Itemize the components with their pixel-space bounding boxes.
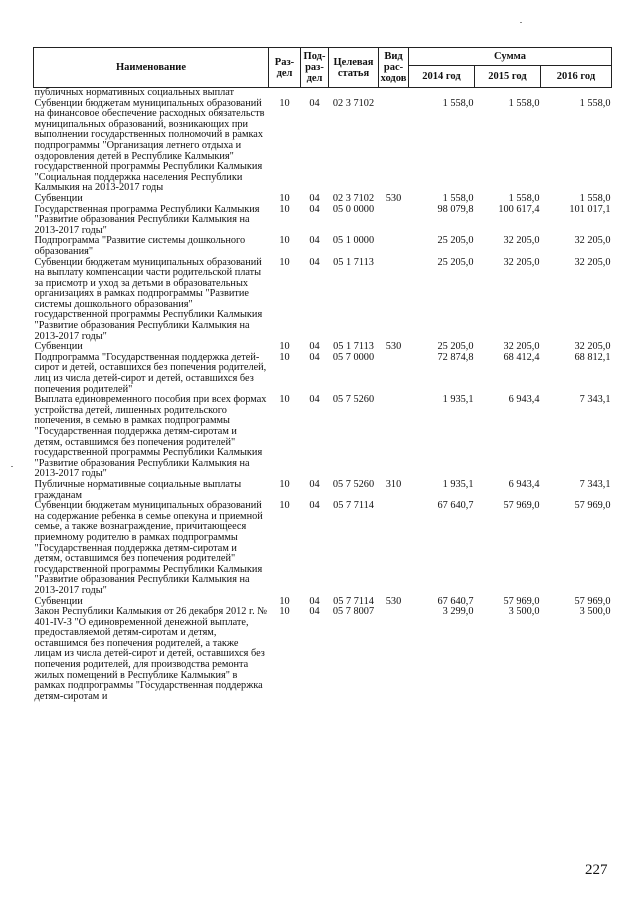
row-sum-2015: 100 617,4 [498, 203, 540, 215]
row-name: Подпрограмма "Государственная поддержка детей-сирот и детей, оставшихся без попечения родителей, лиц из числа детей-сирот и детей, оставшихся без попечения родителей" [34, 351, 267, 395]
row-section: 10 [279, 595, 290, 607]
header-expense-type: Вид рас- ходов [379, 48, 409, 88]
row-sum-2015 [475, 88, 541, 99]
row-subsection: 04 [309, 192, 320, 204]
row-expense-type [379, 353, 409, 395]
header-subsection: Под- раз- дел [301, 48, 329, 88]
table-row [34, 501, 612, 596]
row-sum-2016: 1 558,0 [579, 192, 611, 204]
row-target-article: 05 7 5260 [332, 394, 375, 406]
row-name: Подпрограмма "Развитие системы дошкольного образования" [34, 235, 246, 257]
table-row [34, 236, 612, 257]
row-section: 10 [279, 203, 290, 215]
row-sum-2016: 3 500,0 [579, 606, 611, 618]
header-year-2015: 2015 год [475, 66, 541, 88]
row-section: 10 [279, 235, 290, 247]
page-number: 227 [585, 862, 608, 878]
header-year-2014: 2014 год [409, 66, 475, 88]
table-row [34, 99, 612, 194]
row-section: 10 [279, 341, 290, 353]
table-row [34, 205, 612, 237]
row-sum-2014: 3 299,0 [442, 606, 474, 618]
table-row [34, 607, 612, 702]
row-expense-type [379, 258, 409, 343]
row-sum-2015: 57 969,0 [503, 500, 540, 512]
row-section: 10 [279, 500, 290, 512]
header-sum: Сумма [409, 48, 612, 66]
row-sum-2016: 57 969,0 [574, 595, 611, 607]
row-subsection: 04 [309, 606, 320, 618]
row-target-article: 05 1 7113 [333, 256, 374, 268]
row-sum-2014: 1 558,0 [442, 97, 474, 109]
row-name: Выплата единовременного пособия при всех формах устройства детей, лишенных родительского попечения, в семью в рамках подпрограммы "Государственная поддержка детям-сиротам и детям, оставшимся без попечения родителей" государственной программы Республики Калмыкия "Развитие образования Республики Калмыкия на 2013-2017 годы" [34, 394, 267, 480]
row-subsection: 04 [309, 478, 320, 490]
table-row [34, 258, 612, 343]
row-name: Субвенции [34, 341, 83, 353]
row-target-article: 02 3 7102 [332, 97, 375, 109]
row-subsection: 04 [309, 394, 320, 406]
row-sum-2015: 1 558,0 [508, 97, 540, 109]
row-expense-type: 530 [385, 192, 402, 204]
row-name: Субвенции бюджетам муниципальных образований на содержание ребенка в семье опекуна и приемной семье, а также вознаграждение, причитающееся приемному родителю в рамках подпрограммы "Государственная поддержка детям-сиротам и детям, оставшимся без попечения родителей" государственной программы Республики Калмыкия "Развитие образования Республики Калмыкия на 2013-2017 годы" [34, 500, 263, 596]
row-section: 10 [279, 478, 290, 490]
row-subsection: 04 [309, 500, 320, 512]
row-expense-type [379, 501, 409, 596]
row-expense-type: 310 [385, 478, 402, 490]
row-subsection: 04 [309, 341, 320, 353]
row-section: 10 [279, 97, 290, 109]
row-sum-2014 [409, 88, 475, 99]
row-target-article: 05 7 7114 [333, 500, 374, 512]
row-expense-type: 530 [385, 595, 402, 607]
row-sum-2015: 32 205,0 [503, 256, 540, 268]
row-name: Закон Республики Калмыкия от 26 декабря 2012 г. № 401-IV-З "О единовременной денежной выплате, предоставляемой детям-сиротам и детям, оставшимся без попечения родителей, а также лицам из числа детей-сирот и детей, оставшихся без попечения родителей, для производства ремонта жилых помещений в Республике Калмыкия" в рамках подпрограммы "Государственная поддержка детям-сиротам и [34, 606, 268, 702]
row-section: 10 [279, 192, 290, 204]
header-section: Раз- дел [269, 48, 301, 88]
row-sum-2016: 32 205,0 [574, 256, 611, 268]
table-body [34, 88, 612, 703]
row-expense-type: 530 [385, 341, 402, 353]
table-row [34, 194, 612, 205]
scan-speck [11, 466, 13, 467]
row-name: Публичные нормативные социальные выплаты гражданам [34, 478, 242, 501]
row-name: публичных нормативных социальных выплат [34, 87, 235, 98]
table-header [34, 48, 612, 88]
row-section: 10 [279, 351, 290, 363]
row-subsection: 04 [309, 351, 320, 363]
table-row [34, 480, 612, 501]
row-name: Государственная программа Республики Калмыкия "Развитие образования Республики Калмыкия на 2013-2017 годы" [34, 203, 260, 236]
row-name: Субвенции бюджетам муниципальных образований на выплату компенсации части родительской платы за присмотр и уход за детьми в образовательных организациях в рамках подпрограммы "Развитие системы дошкольного образования" государственной программы Республики Калмыкия "Развитие образования Республики Калмыкия на 2013-2017 годы" [34, 256, 263, 342]
row-target-article: 05 7 0000 [332, 351, 375, 363]
row-sum-2014: 25 205,0 [437, 256, 474, 268]
row-section [269, 88, 301, 99]
row-sum-2015: 1 558,0 [508, 192, 540, 204]
row-target-article: 05 0 0000 [332, 203, 375, 215]
row-sum-2014: 1 935,1 [442, 394, 474, 406]
row-sum-2016: 68 812,1 [574, 351, 611, 363]
row-sum-2015: 32 205,0 [503, 235, 540, 247]
row-target-article: 05 7 7114 [333, 595, 374, 607]
row-sum-2016: 7 343,1 [579, 478, 611, 490]
row-sum-2016: 32 205,0 [574, 341, 611, 353]
row-expense-type [379, 395, 409, 480]
row-subsection: 04 [309, 235, 320, 247]
row-sum-2016: 7 343,1 [579, 394, 611, 406]
budget-table [33, 47, 612, 702]
row-sum-2014: 25 205,0 [437, 235, 474, 247]
row-expense-type [379, 236, 409, 257]
row-sum-2015: 68 412,4 [503, 351, 540, 363]
row-sum-2014: 25 205,0 [437, 341, 474, 353]
row-sum-2016: 57 969,0 [574, 500, 611, 512]
scan-speck [520, 22, 522, 23]
row-section: 10 [279, 606, 290, 618]
row-expense-type [379, 88, 409, 99]
row-target-article: 05 1 7113 [333, 341, 374, 353]
row-target-article: 02 3 7102 [332, 192, 375, 204]
row-sum-2016 [541, 88, 612, 99]
row-sum-2014: 1 935,1 [442, 478, 474, 490]
row-sum-2014: 72 874,8 [437, 351, 474, 363]
row-sum-2016: 101 017,1 [569, 203, 611, 215]
row-sum-2014: 98 079,8 [437, 203, 474, 215]
row-sum-2015: 32 205,0 [503, 341, 540, 353]
row-subsection [301, 88, 329, 99]
row-subsection: 04 [309, 97, 320, 109]
row-target-article: 05 1 0000 [332, 235, 375, 247]
row-sum-2014: 1 558,0 [442, 192, 474, 204]
header-name: Наименование [34, 48, 269, 88]
row-sum-2015: 6 943,4 [508, 394, 540, 406]
row-expense-type [379, 205, 409, 237]
row-sum-2016: 32 205,0 [574, 235, 611, 247]
row-target-article: 05 7 5260 [332, 478, 375, 490]
row-subsection: 04 [309, 203, 320, 215]
row-name: Субвенции [34, 595, 83, 607]
row-expense-type [379, 607, 409, 702]
table-row [34, 353, 612, 395]
row-sum-2014: 67 640,7 [437, 595, 474, 607]
row-sum-2016: 1 558,0 [579, 97, 611, 109]
row-sum-2014: 67 640,7 [437, 500, 474, 512]
row-section: 10 [279, 394, 290, 406]
table-row [34, 88, 612, 99]
header-target-article: Целевая статья [329, 48, 379, 88]
row-subsection: 04 [309, 256, 320, 268]
row-subsection: 04 [309, 595, 320, 607]
row-sum-2015: 57 969,0 [503, 595, 540, 607]
table-row [34, 395, 612, 480]
header-year-2016: 2016 год [541, 66, 612, 88]
row-target-article: 05 7 8007 [332, 606, 375, 618]
row-name: Субвенции [34, 192, 83, 204]
row-sum-2015: 6 943,4 [508, 478, 540, 490]
row-name: Субвенции бюджетам муниципальных образований на финансовое обеспечение расходных обязательств муниципальных образований, возникающих при выполнении государственных полномочий в рамках подпрограммы "Организация летнего отдыха и оздоровления детей в Республике Калмыкия" государственной программы Республики Калмыкия "Социальная поддержка населения Республики Калмыкия на 2013-2017 годы [34, 97, 265, 194]
row-expense-type [379, 99, 409, 194]
row-target-article [329, 88, 379, 99]
row-sum-2015: 3 500,0 [508, 606, 540, 618]
row-section: 10 [279, 256, 290, 268]
